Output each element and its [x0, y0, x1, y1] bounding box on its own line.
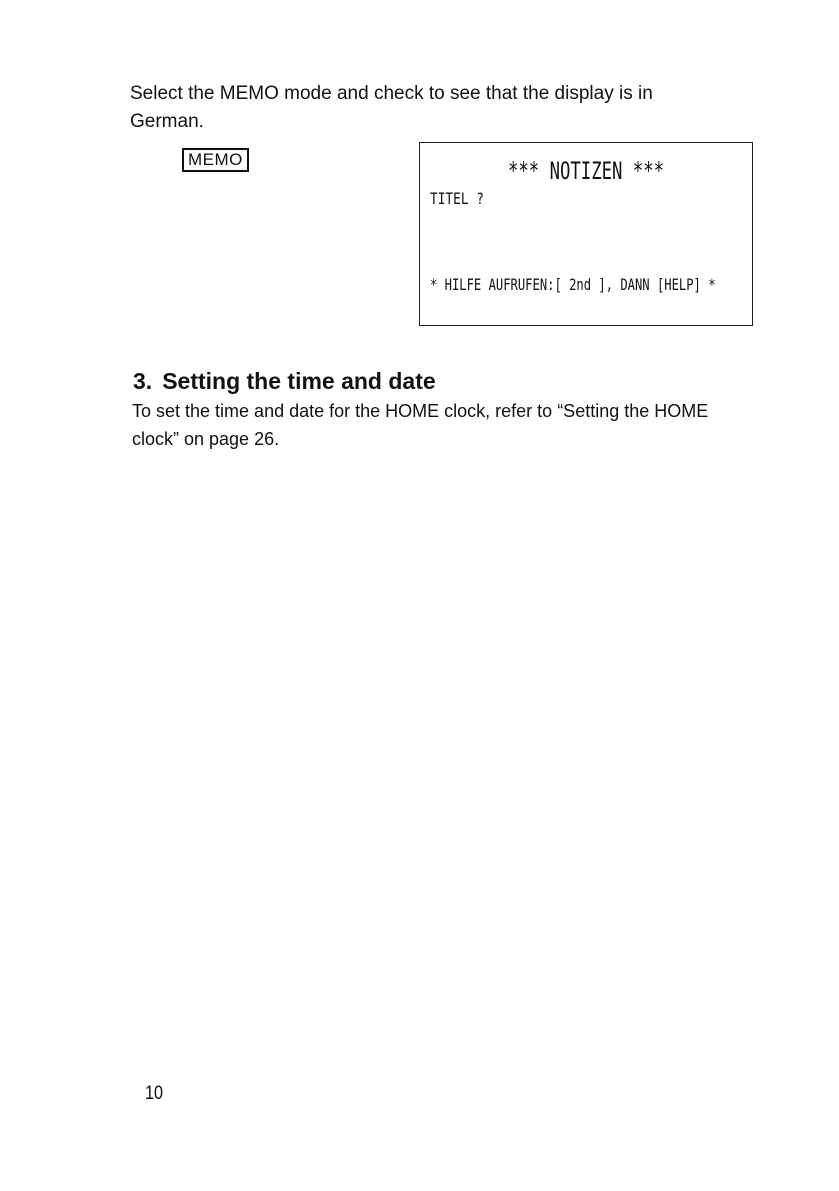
- lcd-help-line: * HILFE AUFRUFEN:[ 2nd ], DANN [HELP] *: [430, 275, 716, 294]
- intro-paragraph: Select the MEMO mode and check to see that the display is in German.: [130, 83, 653, 132]
- lcd-display-illustration: [419, 142, 753, 326]
- section-title: Setting the time and date: [162, 368, 436, 394]
- lcd-prompt: TITEL ?: [430, 189, 484, 208]
- lcd-title: *** NOTIZEN ***: [507, 157, 665, 185]
- memo-key-label: MEMO: [182, 148, 249, 172]
- section-number: 3.: [133, 368, 153, 394]
- section-body: To set the time and date for the HOME clock, refer to “Setting the HOME clock” on page 26.: [132, 401, 709, 449]
- page-number: 10: [145, 1083, 163, 1104]
- section-heading: [133, 366, 436, 396]
